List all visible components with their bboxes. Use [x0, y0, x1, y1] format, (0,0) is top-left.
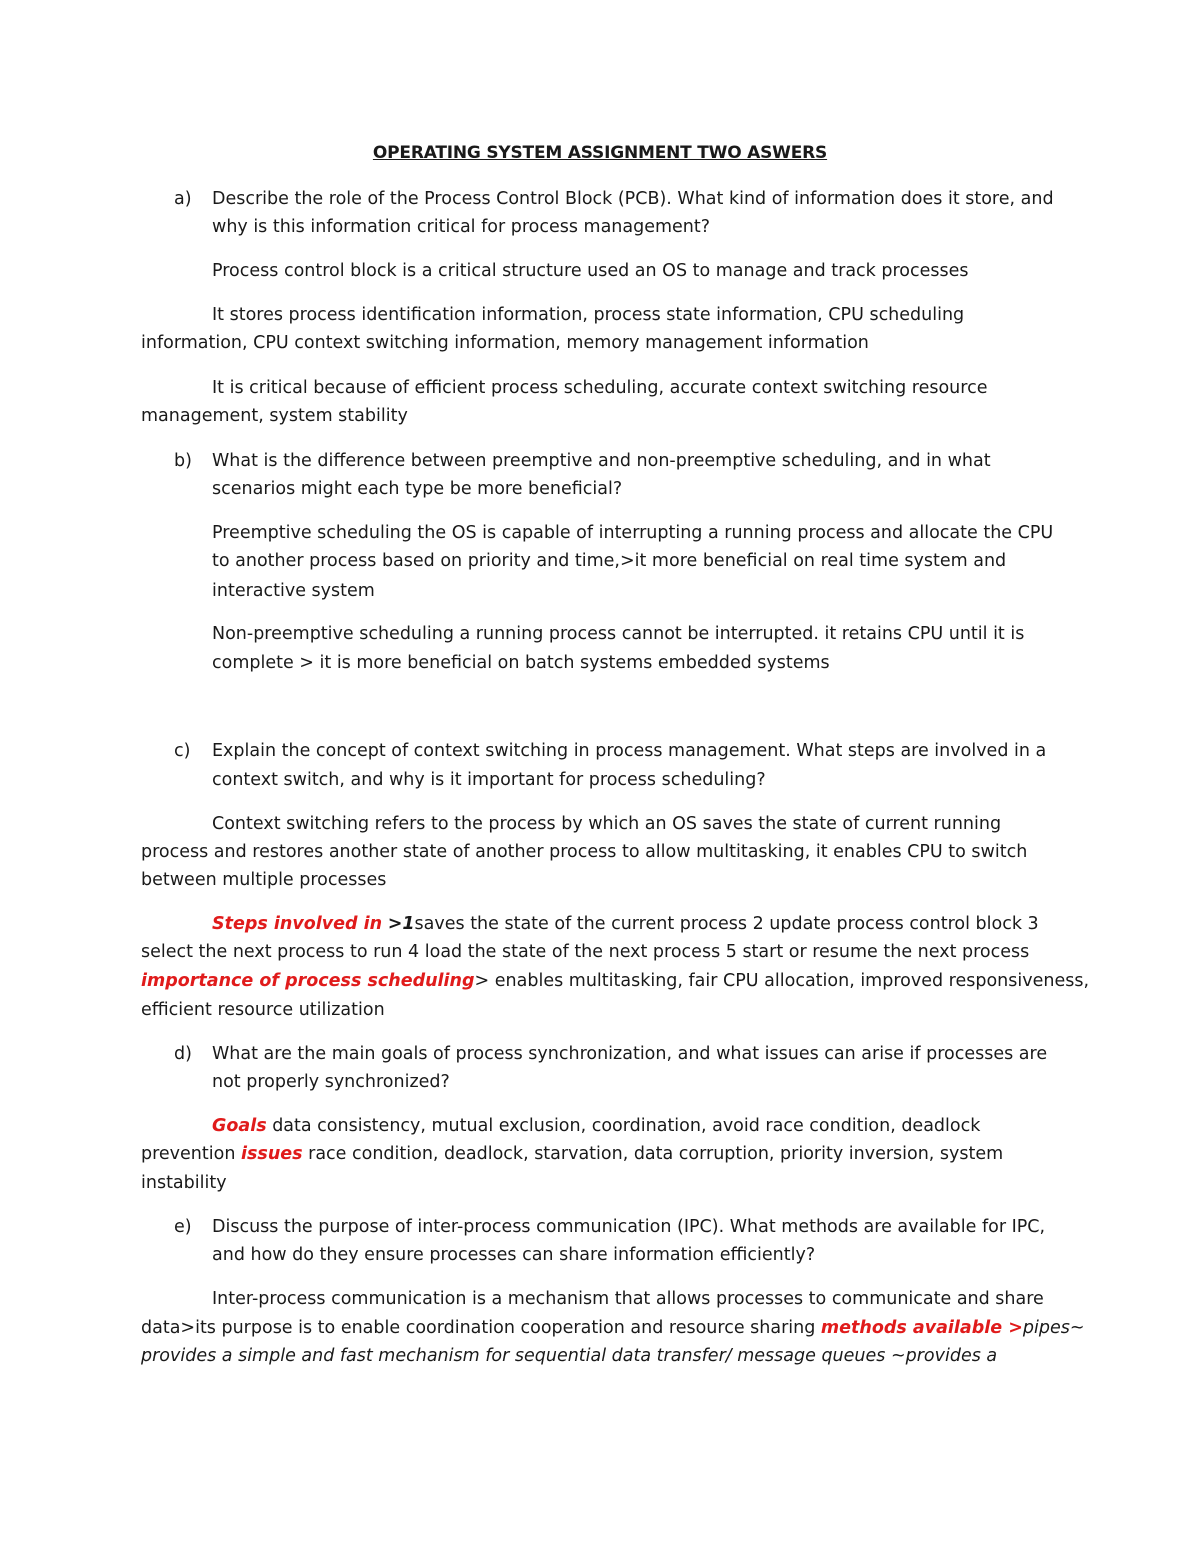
question-a-text-line2: why is this information critical for process management?: [212, 217, 711, 237]
answer-d-line3: instability: [141, 1173, 227, 1193]
answer-e-line2: [141, 1317, 1085, 1339]
answer-c-para1-line2: process and restores another state of another process to allow multitasking, it enables CPU to switch: [141, 842, 1028, 862]
question-b-text-line1: What is the difference between preemptive and non-preemptive scheduling, and in what: [212, 451, 991, 471]
goals-text: data consistency, mutual exclusion, coordination, avoid race condition, deadlock: [266, 1116, 981, 1136]
answer-a-para2-line2: information, CPU context switching information, memory management information: [141, 333, 869, 353]
answer-c-importance-line2: efficient resource utilization: [141, 1000, 385, 1020]
document-title: OPERATING SYSTEM ASSIGNMENT TWO ASWERS: [372, 143, 828, 163]
importance-text: > enables multitasking, fair CPU allocation, improved responsiveness,: [474, 971, 1090, 991]
question-d-label: d): [174, 1044, 192, 1064]
answer-c-para1-line3: between multiple processes: [141, 870, 387, 890]
answer-c-steps-line1: [212, 913, 1039, 935]
answer-b-para2-line1: Non-preemptive scheduling a running process cannot be interrupted. it retains CPU until it is: [212, 624, 1025, 644]
question-a-label: a): [174, 189, 192, 209]
answer-d-line1: [212, 1115, 980, 1137]
answer-b-para1-line3: interactive system: [212, 581, 375, 601]
answer-b-para1-line2: to another process based on priority and time,>it more beneficial on real time system and: [212, 551, 1007, 571]
answer-a-para3-line1: It is critical because of efficient process scheduling, accurate context switching resource: [212, 378, 988, 398]
answer-a-para1: Process control block is a critical structure used an OS to manage and track processes: [212, 261, 969, 281]
answer-a-para3-line2: management, system stability: [141, 406, 408, 426]
answer-b-para2-line2: complete > it is more beneficial on batch systems embedded systems: [212, 653, 830, 673]
answer-e-line1: Inter-process communication is a mechanism that allows processes to communicate and share: [212, 1289, 1044, 1309]
answer-c-para1-line1: Context switching refers to the process by which an OS saves the state of current running: [212, 814, 1002, 834]
question-b-text-line2: scenarios might each type be more beneficial?: [212, 479, 623, 499]
prevention-text: prevention: [141, 1144, 241, 1164]
question-b-label: b): [174, 451, 192, 471]
answer-a-para2-line1: It stores process identification information, process state information, CPU scheduling: [212, 305, 965, 325]
goals-heading: Goals: [212, 1116, 267, 1136]
importance-heading: importance of process scheduling: [141, 971, 475, 991]
question-a-text-line1: Describe the role of the Process Control Block (PCB). What kind of information does it store, and: [212, 189, 1054, 209]
question-e-label: e): [174, 1217, 192, 1237]
issues-text: race condition, deadlock, starvation, data corruption, priority inversion, system: [302, 1144, 1004, 1164]
answer-c-importance-line1: [141, 970, 1089, 992]
answer-e-line3: provides a simple and fast mechanism for sequential data transfer/ message queues ~provides a: [141, 1346, 998, 1366]
question-c-text-line1: Explain the concept of context switching in process management. What steps are involved in a: [212, 741, 1047, 761]
answer-b-para1-line1: Preemptive scheduling the OS is capable of interrupting a running process and allocate the CPU: [212, 523, 1054, 543]
question-d-text-line1: What are the main goals of process synchronization, and what issues can arise if processes are: [212, 1044, 1048, 1064]
question-d-text-line2: not properly synchronized?: [212, 1072, 450, 1092]
steps-marker: >1: [387, 914, 415, 934]
methods-available-heading: methods available >: [820, 1318, 1023, 1338]
issues-heading: issues: [240, 1144, 303, 1164]
question-e-text-line1: Discuss the purpose of inter-process communication (IPC). What methods are available for IPC,: [212, 1217, 1046, 1237]
ipc-purpose-text: data>its purpose is to enable coordination cooperation and resource sharing: [141, 1318, 821, 1338]
question-c-text-line2: context switch, and why is it important for process scheduling?: [212, 770, 766, 790]
question-e-text-line2: and how do they ensure processes can share information efficiently?: [212, 1245, 816, 1265]
answer-c-steps-line2: select the next process to run 4 load the state of the next process 5 start or resume the next process: [141, 942, 1030, 962]
methods-text: pipes~: [1022, 1318, 1085, 1338]
answer-d-line2: [141, 1143, 1003, 1165]
steps-involved-heading: Steps involved in: [212, 914, 383, 934]
steps-text: saves the state of the current process 2 update process control block 3: [414, 914, 1039, 934]
question-c-label: c): [174, 741, 191, 761]
